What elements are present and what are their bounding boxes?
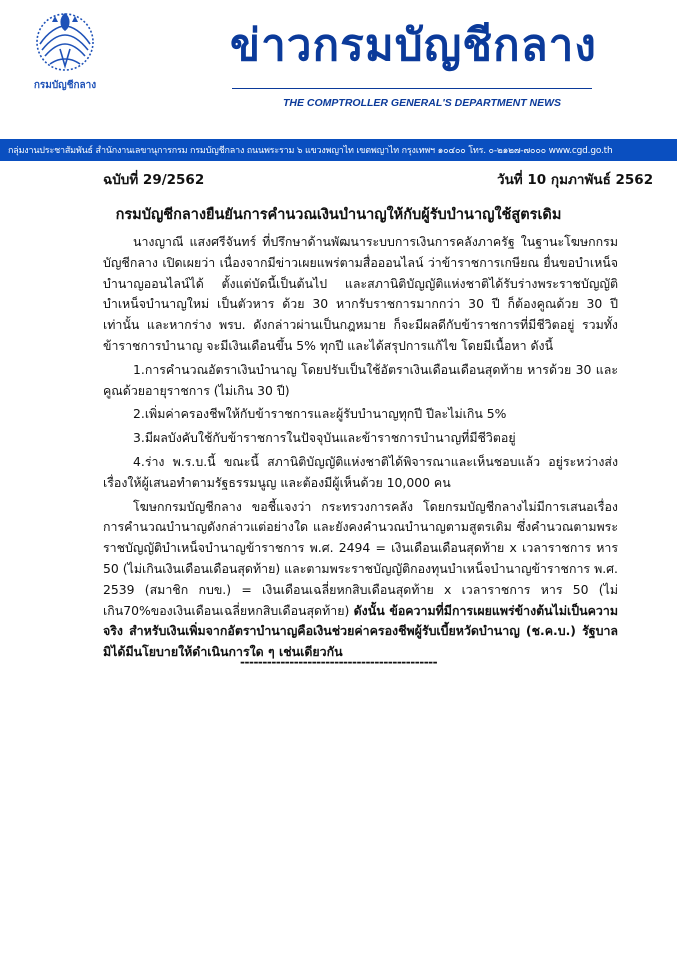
list-item: 4.ร่าง พ.ร.บ.นี้ ขณะนี้ สภานิติบัญญัติแห่งชาติได้พิจารณาและเห็นชอบแล้ว อยู่ระหว่างส่งเรื่องให้ผู้เสนอทำตามรัฐธรรมนูญ และต้องมีผู้เห็นด้วย 10,000 คน bbox=[103, 453, 618, 490]
conclusion-text: โฆษกกรมบัญชีกลาง ขอชี้แจงว่า กระทรวงการคลัง โดยกรมบัญชีกลางไม่มีการเสนอเรื่องการคำนวณบำนาญดังกล่าวแต่อย่างใด และยังคงคำนวณบำนาญตามสูตรเดิม ซึ่งคำนวณตามพระราชบัญญัติบำเหน็จบำนาญข้าราชการ พ.ศ. 2494 = เงินเดือนเดือนสุดท้าย x เวลาราชการ หาร 50 (ไม่เกินเงินเดือนเดือนสุดท้าย) และตามพระราชบัญญัติกองทุนบำเหน็จบำนาญข้าราชการ พ.ศ. 2539 (สมาชิก กบข.) = เงินเดือนเฉลี่ยหกสิบเดือนสุดท้าย x เวลาราชการ หาร 50 (ไม่เกิน70%ของเงินเดือนเฉลี่ยหกสิบเดือนสุดท้าย) bbox=[103, 498, 618, 618]
masthead-subtitle: THE COMPTROLLER GENERAL'S DEPARTMENT NEWS bbox=[283, 97, 562, 109]
garuda-seal-icon bbox=[30, 4, 100, 96]
intro-paragraph: นางญาณี แสงศรีจันทร์ ที่ปรึกษาด้านพัฒนาระบบการเงินการคลังภาครัฐ ในฐานะโฆษกกรมบัญชีกลาง เปิดเผยว่า เนื่องจากมีข่าวเผยแพร่ตามสื่อออนไลน์ ว่าข้าราชการเกษียณ ยื่นขอบำเหน็จบำนาญออนไลน์ได้ ตั้งแต่บัดนี้เป็นต้นไป และสภานิติบัญญัติแห่งชาติได้รับร่างพระราชบัญญัติบำเหน็จบำนาญใหม่ เป็นตัวหาร ด้วย 30 หากรับราชการมากกว่า 30 ปี ก็ต้องคูณด้วย 30 ปี เท่านั้น และหากร่าง พรบ. ดังกล่าวผ่านเป็นกฎหมาย ก็จะมีผลดีกับข้าราชการที่มีชีวิตอยู่ รวมทั้งข้าราชการบำนาญ จะมีเงินเดือนขึ้น 5% ทุกปี และได้สรุปการแก้ไข โดยมีเนื้อหา ดังนี้ bbox=[103, 234, 618, 353]
department-seal bbox=[30, 4, 100, 96]
contact-info: กลุ่มงานประชาสัมพันธ์ สำนักงานเลขานุการกรม กรมบัญชีกลาง ถนนพระราม ๖ แขวงพญาไท เขตพญาไท กรุงเทพฯ ๑๐๔๐๐ โทร. ๐-๒๑๒๗-๗๐๐๐ www.cgd.go.th bbox=[8, 146, 613, 156]
end-marker: -------------------------------------------- bbox=[240, 655, 438, 669]
conclusion-paragraph bbox=[103, 497, 618, 663]
article-body bbox=[103, 232, 618, 663]
masthead-rule bbox=[232, 88, 592, 89]
issue-number: ฉบับที่ 29/2562 bbox=[103, 172, 205, 188]
masthead-title: ข่าวกรมบัญชีกลาง bbox=[230, 20, 597, 71]
headline: กรมบัญชีกลางยืนยันการคำนวณเงินบำนาญให้กับผู้รับบำนาญใช้สูตรเดิม bbox=[115, 207, 562, 223]
conclusion-bold: ดังนั้น ข้อความที่มีการเผยแพร่ข้างต้นไม่เป็นความจริง สำหรับเงินเพิ่มจากอัตราบำนาญคือเงินช่วยค่าครองชีพผู้รับเบี้ยหวัดบำนาญ (ช.ค.บ.) รัฐบาลมิได้มีนโยบายให้ดำเนินการใด ๆ เช่นเดียวกัน bbox=[103, 602, 618, 660]
contact-bar bbox=[0, 139, 677, 161]
seal-text: กรมบัญชีกลาง bbox=[33, 80, 97, 91]
issue-date: วันที่ 10 กุมภาพันธ์ 2562 bbox=[497, 172, 654, 188]
list-item: 1.การคำนวณอัตราเงินบำนาญ โดยปรับเป็นใช้อัตราเงินเดือนเดือนสุดท้าย หารด้วย 30 และคูณด้วยอายุราชการ (ไม่เกิน 30 ปี) bbox=[103, 361, 618, 398]
list-item: 2.เพิ่มค่าครองชีพให้กับข้าราชการและผู้รับบำนาญทุกปี ปีละไม่เกิน 5% bbox=[133, 406, 507, 422]
list-item: 3.มีผลบังคับใช้กับข้าราชการในปัจจุบันและข้าราชการบำนาญที่มีชีวิตอยู่ bbox=[133, 430, 516, 446]
